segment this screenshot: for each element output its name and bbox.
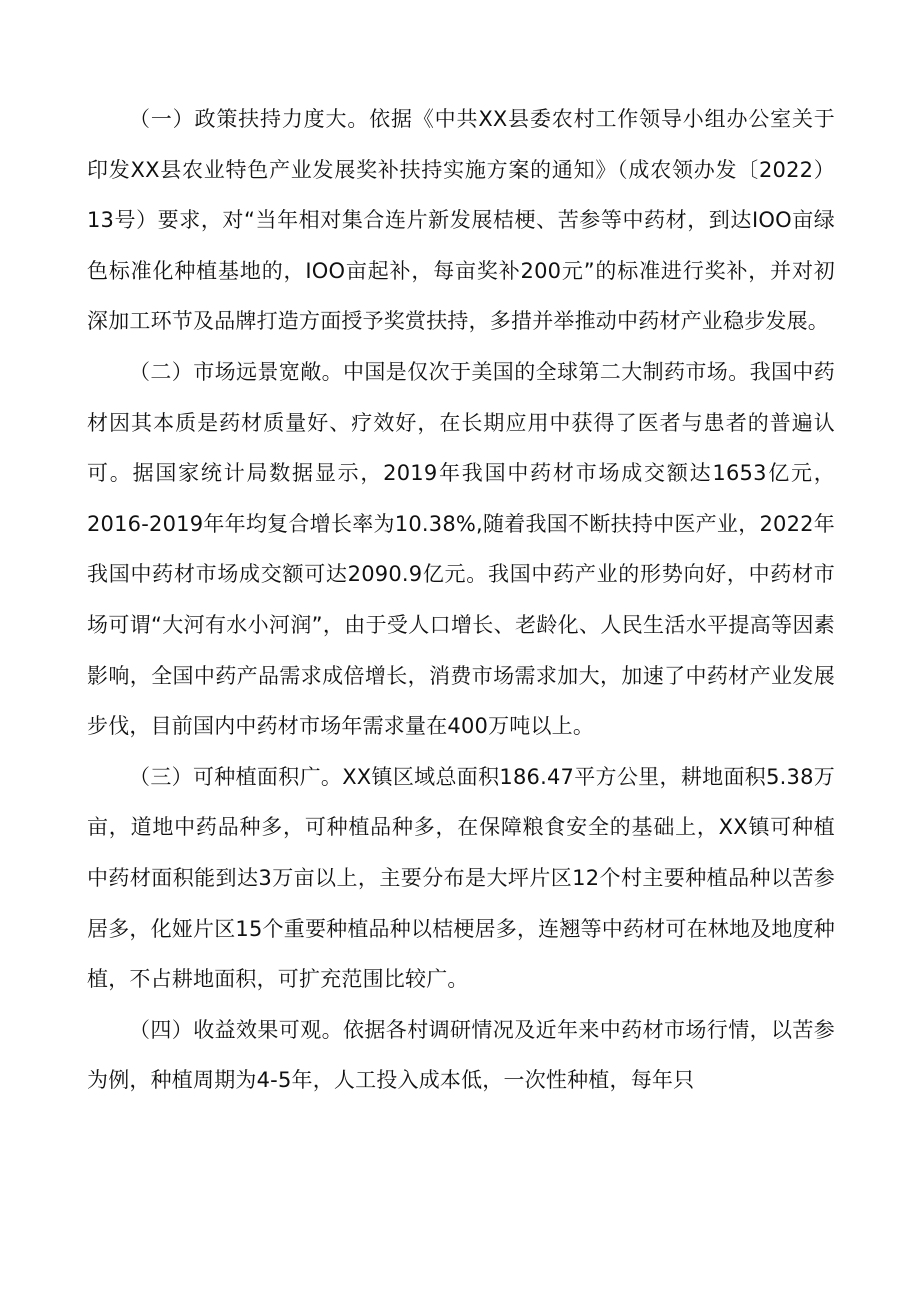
paragraph-revenue-effect: （四）收益效果可观。依据各村调研情况及近年来中药材市场行情，以苦参为例，种植周期为4-5年，人工投入成本低，一次性种植，每年只 <box>87 1017 835 1093</box>
paragraph-market-outlook: （二）市场远景宽敞。中国是仅次于美国的全球第二大制药市场。我国中药材因其本质是药材质量好、疗效好，在长期应用中获得了医者与患者的普遍认可。据国家统计局数据显示，2019年我国中药材市场成交额达1653亿元，2016-2019年年均复合增长率为10.38%,随着我国不断扶持中医产业，2022年我国中药材市场成交额可达2090.9亿元。我国中药产业的形势向好，中药材市场可谓“大河有水小河润”，由于受人口增长、老龄化、人民生活水平提高等因素影响，全国中药产品需求成倍增长，消费市场需求加大，加速了中药材产业发展步伐，目前国内中药材市场年需求量在400万吨以上。 <box>87 359 835 739</box>
document-body <box>87 94 835 1106</box>
paragraph-planting-area: （三）可种植面积广。XX镇区域总面积186.47平方公里，耕地面积5.38万亩，道地中药品种多，可种植品种多，在保障粮食安全的基础上，XX镇可种植中药材面积能到达3万亩以上，主要分布是大坪片区12个村主要种植品种以苦参居多，化娅片区15个重要种植品种以桔梗居多，连翘等中药材可在林地及地度种植，不占耕地面积，可扩充范围比较广。 <box>87 764 835 992</box>
paragraph-policy-support: （一）政策扶持力度大。依据《中共XX县委农村工作领导小组办公室关于印发XX县农业特色产业发展奖补扶持实施方案的通知》（成农领办发〔2022）13号）要求，对“当年相对集合连片新发展桔梗、苦参等中药材，到达IOO亩绿色标准化种植基地的，IOO亩起补，每亩奖补200元”的标准进行奖补，并对初深加工环节及品牌打造方面授予奖赏扶持，多措并举推动中药材产业稳步发展。 <box>87 107 835 334</box>
